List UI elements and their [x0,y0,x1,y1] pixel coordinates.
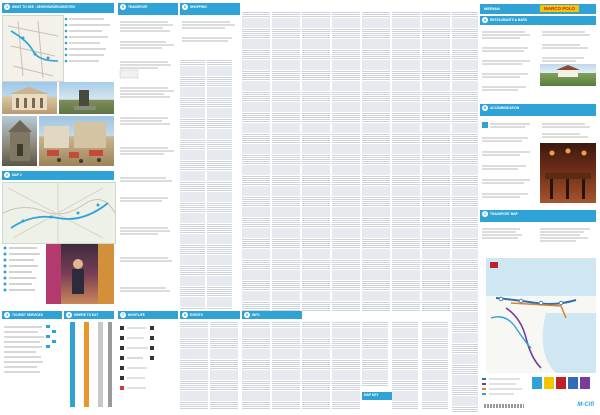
restaurants-text [480,28,538,98]
info-col-6 [392,322,418,410]
info-col-7 [422,322,448,410]
photo-statue [59,82,114,114]
photo-street-people [46,244,114,304]
section-number: A [483,17,487,22]
directory-col-1 [180,60,205,310]
city-map-graphic [3,16,63,81]
section-header-6 [180,3,240,15]
section-number: 7 [121,312,125,317]
directory-col-4 [272,12,300,312]
section-title: SHOPPING [190,4,207,9]
section-number: 3 [5,312,9,317]
info-col-2 [272,322,300,410]
photo-church [2,116,37,166]
section-number: 6 [183,4,187,9]
info-col-3 [302,322,330,410]
accommodation-text-2 [540,120,596,142]
events-col-2 [210,322,238,410]
section-title: MAP 2 [12,172,22,177]
brand-header [480,4,596,14]
directory-col-3 [242,12,270,312]
directory-col-2 [207,60,232,310]
photo-vineyard [540,64,596,86]
section-number: 4 [67,312,71,317]
restaurants-text-2 [540,28,596,68]
footer-text [484,404,524,408]
section-title: TRANSPORT MAP [490,211,518,216]
route-map-graphic [486,258,596,373]
directory-col-10 [452,12,478,412]
info-col-4 [332,322,360,410]
section-title: INFO [252,312,260,317]
sights-list [64,16,114,76]
section-title: TOURIST SERVICES [12,312,43,317]
shopping-text [180,18,240,58]
directory-col-8 [392,12,420,312]
right-section-header-2 [480,104,596,116]
events-col-1 [180,322,208,410]
info-col-5 [362,322,388,387]
section-number: 9 [245,312,249,317]
accommodation-text [480,120,538,210]
section-title: NIGHTLIFE [128,312,145,317]
section-number: B [483,105,487,110]
section-title: TRANSPORT [128,4,148,9]
section-number: C [483,211,487,216]
info-col-1 [242,322,270,410]
transport-route-map[interactable] [486,258,596,373]
transport-text [118,18,178,308]
city-map-2[interactable] [2,182,116,244]
map-key-label: MAP KEY [364,393,379,397]
section-title: WHERE TO EAT [74,312,99,317]
section-number: 5 [121,4,125,9]
section-header-3 [2,311,62,319]
climate-bars [64,322,114,410]
directory-col-9 [422,12,450,312]
section-header-2 [2,171,114,180]
legend-list [2,244,44,304]
transport-info-text [480,225,596,257]
photo-market [39,116,114,166]
section-number: 2 [5,172,9,177]
section-title: ACCOMMODATION [490,105,520,110]
directory-col-7 [362,12,390,312]
section-header-7 [118,311,178,319]
section-title: EVENTS [190,312,203,317]
photo-building [2,82,57,114]
map-key-bar [362,392,392,400]
icon-legend [118,322,178,402]
section-title: RESTAURANTS & BARS [490,17,527,22]
legend-swatches [532,376,596,390]
right-section-header-1 [480,16,596,25]
section-header-8 [180,311,240,319]
mciti-logo: M-Cifi [577,402,594,408]
section-header-5 [118,3,178,15]
photo-restaurant-interior [540,143,596,203]
section-number: 8 [183,312,187,317]
brand-title: MERIAN [484,6,500,11]
tourist-table [2,322,62,392]
section-title: WHAT TO SEE - SEHENSWÜRDIGKEITEN [12,4,75,9]
footer [480,402,596,412]
right-section-header-3 [480,210,596,222]
directory-col-6 [332,12,360,312]
section-header-4 [64,311,114,319]
city-map-2-graphic [3,183,115,243]
city-map-1[interactable] [2,15,64,82]
directory-col-5 [302,12,330,312]
marco-polo-logo: MARCO POLO [540,5,579,12]
section-number: 1 [5,4,9,9]
section-header-9 [242,311,302,319]
section-header-1 [2,3,114,13]
route-legend [480,376,530,404]
